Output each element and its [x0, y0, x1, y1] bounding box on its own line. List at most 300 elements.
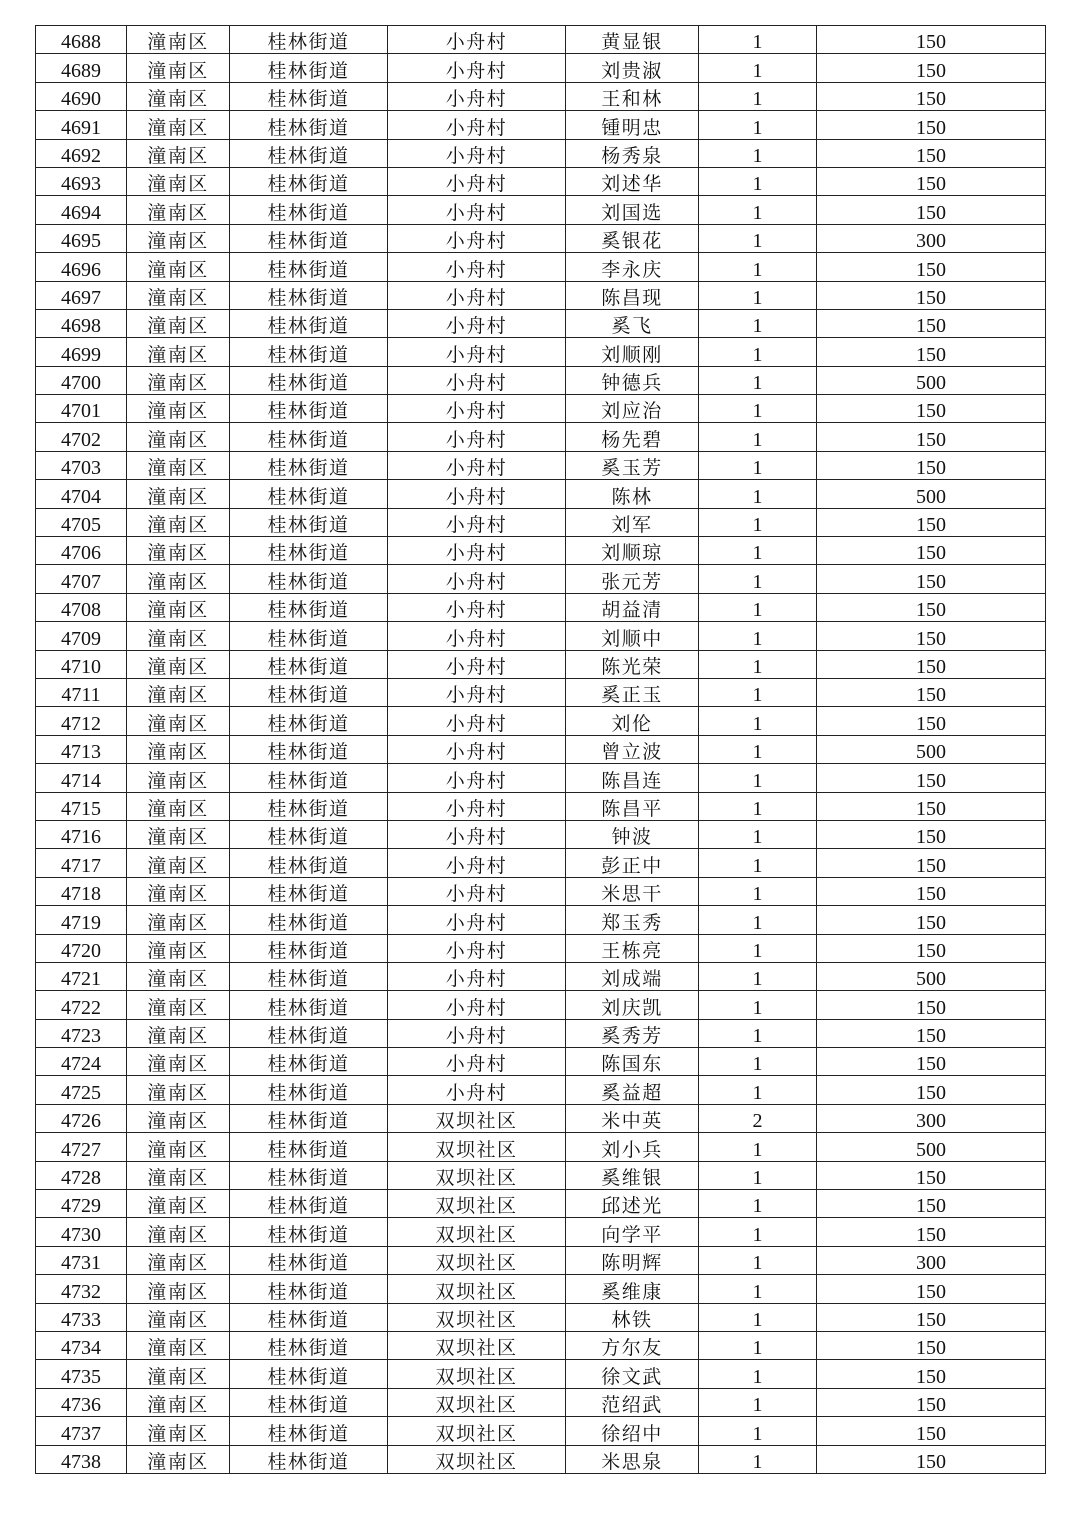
- name-cell: 钟波: [566, 820, 699, 848]
- name-cell: 刘伦: [566, 707, 699, 735]
- district-cell: 潼南区: [127, 650, 230, 678]
- name-cell: 王和林: [566, 82, 699, 110]
- name-cell: 刘顺刚: [566, 338, 699, 366]
- village-cell: 小舟村: [388, 565, 566, 593]
- district-cell: 潼南区: [127, 82, 230, 110]
- name-cell: 胡益清: [566, 593, 699, 621]
- district-cell: 潼南区: [127, 1360, 230, 1388]
- row-number-cell: 4698: [36, 309, 127, 337]
- amount-cell: 150: [817, 1161, 1046, 1189]
- amount-cell: 150: [817, 1275, 1046, 1303]
- district-cell: 潼南区: [127, 678, 230, 706]
- table-row: [36, 451, 1046, 479]
- table-row: [36, 934, 1046, 962]
- village-cell: 小舟村: [388, 849, 566, 877]
- row-number-cell: 4723: [36, 1019, 127, 1047]
- amount-cell: 150: [817, 1076, 1046, 1104]
- amount-cell: 150: [817, 82, 1046, 110]
- name-cell: 陈昌现: [566, 281, 699, 309]
- count-cell: 1: [699, 1218, 817, 1246]
- table-row: [36, 1104, 1046, 1132]
- count-cell: 1: [699, 139, 817, 167]
- name-cell: 米思干: [566, 877, 699, 905]
- count-cell: 1: [699, 423, 817, 451]
- name-cell: 邱述光: [566, 1190, 699, 1218]
- row-number-cell: 4733: [36, 1303, 127, 1331]
- count-cell: 1: [699, 1190, 817, 1218]
- row-number-cell: 4690: [36, 82, 127, 110]
- count-cell: 1: [699, 1076, 817, 1104]
- table-row: [36, 196, 1046, 224]
- amount-cell: 150: [817, 820, 1046, 848]
- count-cell: 1: [699, 26, 817, 54]
- district-cell: 潼南区: [127, 849, 230, 877]
- count-cell: 1: [699, 537, 817, 565]
- street-cell: 桂林街道: [230, 962, 388, 990]
- street-cell: 桂林街道: [230, 1218, 388, 1246]
- amount-cell: 500: [817, 1133, 1046, 1161]
- district-cell: 潼南区: [127, 1445, 230, 1473]
- count-cell: 1: [699, 366, 817, 394]
- village-cell: 小舟村: [388, 309, 566, 337]
- street-cell: 桂林街道: [230, 480, 388, 508]
- table-row: [36, 764, 1046, 792]
- name-cell: 刘国选: [566, 196, 699, 224]
- row-number-cell: 4708: [36, 593, 127, 621]
- district-cell: 潼南区: [127, 281, 230, 309]
- amount-cell: 150: [817, 1360, 1046, 1388]
- village-cell: 小舟村: [388, 537, 566, 565]
- table-row: [36, 991, 1046, 1019]
- village-cell: 双坝社区: [388, 1246, 566, 1274]
- street-cell: 桂林街道: [230, 678, 388, 706]
- street-cell: 桂林街道: [230, 167, 388, 195]
- table-row: [36, 1388, 1046, 1416]
- count-cell: 1: [699, 650, 817, 678]
- village-cell: 小舟村: [388, 281, 566, 309]
- name-cell: 徐文武: [566, 1360, 699, 1388]
- table-row: [36, 735, 1046, 763]
- amount-cell: 500: [817, 735, 1046, 763]
- row-number-cell: 4704: [36, 480, 127, 508]
- district-cell: 潼南区: [127, 451, 230, 479]
- amount-cell: 150: [817, 934, 1046, 962]
- village-cell: 小舟村: [388, 508, 566, 536]
- district-cell: 潼南区: [127, 196, 230, 224]
- village-cell: 小舟村: [388, 451, 566, 479]
- street-cell: 桂林街道: [230, 991, 388, 1019]
- village-cell: 小舟村: [388, 622, 566, 650]
- district-cell: 潼南区: [127, 167, 230, 195]
- district-cell: 潼南区: [127, 224, 230, 252]
- amount-cell: 150: [817, 167, 1046, 195]
- table-row: [36, 962, 1046, 990]
- table-row: [36, 820, 1046, 848]
- street-cell: 桂林街道: [230, 1076, 388, 1104]
- amount-cell: 150: [817, 593, 1046, 621]
- village-cell: 小舟村: [388, 111, 566, 139]
- table-row: [36, 1218, 1046, 1246]
- village-cell: 双坝社区: [388, 1388, 566, 1416]
- name-cell: 陈昌平: [566, 792, 699, 820]
- name-cell: 林铁: [566, 1303, 699, 1331]
- count-cell: 1: [699, 508, 817, 536]
- row-number-cell: 4724: [36, 1048, 127, 1076]
- count-cell: 1: [699, 1019, 817, 1047]
- row-number-cell: 4700: [36, 366, 127, 394]
- row-number-cell: 4731: [36, 1246, 127, 1274]
- district-cell: 潼南区: [127, 764, 230, 792]
- street-cell: 桂林街道: [230, 338, 388, 366]
- street-cell: 桂林街道: [230, 1161, 388, 1189]
- name-cell: 陈昌连: [566, 764, 699, 792]
- amount-cell: 150: [817, 849, 1046, 877]
- amount-cell: 150: [817, 1388, 1046, 1416]
- village-cell: 小舟村: [388, 934, 566, 962]
- street-cell: 桂林街道: [230, 1133, 388, 1161]
- name-cell: 米中英: [566, 1104, 699, 1132]
- row-number-cell: 4712: [36, 707, 127, 735]
- count-cell: 1: [699, 451, 817, 479]
- village-cell: 小舟村: [388, 366, 566, 394]
- street-cell: 桂林街道: [230, 423, 388, 451]
- district-cell: 潼南区: [127, 934, 230, 962]
- street-cell: 桂林街道: [230, 820, 388, 848]
- name-cell: 彭正中: [566, 849, 699, 877]
- village-cell: 小舟村: [388, 820, 566, 848]
- district-cell: 潼南区: [127, 1275, 230, 1303]
- table-row: [36, 309, 1046, 337]
- village-cell: 小舟村: [388, 593, 566, 621]
- table-row: [36, 366, 1046, 394]
- row-number-cell: 4702: [36, 423, 127, 451]
- street-cell: 桂林街道: [230, 1331, 388, 1359]
- count-cell: 1: [699, 707, 817, 735]
- row-number-cell: 4707: [36, 565, 127, 593]
- district-cell: 潼南区: [127, 111, 230, 139]
- village-cell: 双坝社区: [388, 1360, 566, 1388]
- name-cell: 刘述华: [566, 167, 699, 195]
- village-cell: 小舟村: [388, 991, 566, 1019]
- table-row: [36, 253, 1046, 281]
- village-cell: 小舟村: [388, 167, 566, 195]
- table-row: [36, 54, 1046, 82]
- table-row: [36, 1331, 1046, 1359]
- amount-cell: 300: [817, 1246, 1046, 1274]
- district-cell: 潼南区: [127, 54, 230, 82]
- street-cell: 桂林街道: [230, 451, 388, 479]
- district-cell: 潼南区: [127, 1133, 230, 1161]
- district-cell: 潼南区: [127, 309, 230, 337]
- district-cell: 潼南区: [127, 1417, 230, 1445]
- district-cell: 潼南区: [127, 480, 230, 508]
- amount-cell: 150: [817, 54, 1046, 82]
- amount-cell: 150: [817, 622, 1046, 650]
- amount-cell: 150: [817, 196, 1046, 224]
- table-row: [36, 1048, 1046, 1076]
- district-cell: 潼南区: [127, 1161, 230, 1189]
- street-cell: 桂林街道: [230, 1048, 388, 1076]
- village-cell: 小舟村: [388, 1048, 566, 1076]
- street-cell: 桂林街道: [230, 395, 388, 423]
- street-cell: 桂林街道: [230, 849, 388, 877]
- table-row: [36, 1076, 1046, 1104]
- amount-cell: 150: [817, 1417, 1046, 1445]
- village-cell: 小舟村: [388, 678, 566, 706]
- village-cell: 双坝社区: [388, 1303, 566, 1331]
- street-cell: 桂林街道: [230, 26, 388, 54]
- count-cell: 1: [699, 1388, 817, 1416]
- district-cell: 潼南区: [127, 565, 230, 593]
- amount-cell: 150: [817, 565, 1046, 593]
- count-cell: 1: [699, 1275, 817, 1303]
- row-number-cell: 4697: [36, 281, 127, 309]
- name-cell: 刘小兵: [566, 1133, 699, 1161]
- street-cell: 桂林街道: [230, 764, 388, 792]
- amount-cell: 150: [817, 395, 1046, 423]
- name-cell: 刘顺中: [566, 622, 699, 650]
- district-cell: 潼南区: [127, 1331, 230, 1359]
- district-cell: 潼南区: [127, 1218, 230, 1246]
- street-cell: 桂林街道: [230, 1445, 388, 1473]
- count-cell: 1: [699, 167, 817, 195]
- table-row: [36, 26, 1046, 54]
- district-cell: 潼南区: [127, 820, 230, 848]
- district-cell: 潼南区: [127, 253, 230, 281]
- row-number-cell: 4725: [36, 1076, 127, 1104]
- amount-cell: 150: [817, 707, 1046, 735]
- amount-cell: 150: [817, 338, 1046, 366]
- street-cell: 桂林街道: [230, 111, 388, 139]
- count-cell: 1: [699, 820, 817, 848]
- village-cell: 小舟村: [388, 82, 566, 110]
- village-cell: 双坝社区: [388, 1417, 566, 1445]
- name-cell: 刘庆凯: [566, 991, 699, 1019]
- table-row: [36, 338, 1046, 366]
- row-number-cell: 4730: [36, 1218, 127, 1246]
- street-cell: 桂林街道: [230, 593, 388, 621]
- district-cell: 潼南区: [127, 537, 230, 565]
- district-cell: 潼南区: [127, 395, 230, 423]
- village-cell: 小舟村: [388, 395, 566, 423]
- count-cell: 1: [699, 309, 817, 337]
- name-cell: 刘顺琼: [566, 537, 699, 565]
- row-number-cell: 4696: [36, 253, 127, 281]
- name-cell: 曾立波: [566, 735, 699, 763]
- street-cell: 桂林街道: [230, 309, 388, 337]
- table-row: [36, 565, 1046, 593]
- table-row: [36, 395, 1046, 423]
- village-cell: 小舟村: [388, 253, 566, 281]
- street-cell: 桂林街道: [230, 707, 388, 735]
- village-cell: 双坝社区: [388, 1331, 566, 1359]
- table-row: [36, 1417, 1046, 1445]
- table-row: [36, 849, 1046, 877]
- village-cell: 双坝社区: [388, 1133, 566, 1161]
- row-number-cell: 4693: [36, 167, 127, 195]
- district-cell: 潼南区: [127, 1104, 230, 1132]
- name-cell: 杨秀泉: [566, 139, 699, 167]
- district-cell: 潼南区: [127, 1303, 230, 1331]
- table-row: [36, 508, 1046, 536]
- table-row: [36, 1019, 1046, 1047]
- table-row: [36, 593, 1046, 621]
- count-cell: 1: [699, 1303, 817, 1331]
- count-cell: 1: [699, 735, 817, 763]
- table-row: [36, 1190, 1046, 1218]
- name-cell: 奚正玉: [566, 678, 699, 706]
- street-cell: 桂林街道: [230, 792, 388, 820]
- table-row: [36, 281, 1046, 309]
- count-cell: 1: [699, 678, 817, 706]
- table-row: [36, 423, 1046, 451]
- row-number-cell: 4722: [36, 991, 127, 1019]
- row-number-cell: 4737: [36, 1417, 127, 1445]
- name-cell: 王栋亮: [566, 934, 699, 962]
- row-number-cell: 4701: [36, 395, 127, 423]
- district-cell: 潼南区: [127, 906, 230, 934]
- amount-cell: 500: [817, 962, 1046, 990]
- count-cell: 1: [699, 338, 817, 366]
- row-number-cell: 4738: [36, 1445, 127, 1473]
- village-cell: 双坝社区: [388, 1190, 566, 1218]
- amount-cell: 150: [817, 906, 1046, 934]
- amount-cell: 150: [817, 1303, 1046, 1331]
- district-cell: 潼南区: [127, 338, 230, 366]
- street-cell: 桂林街道: [230, 281, 388, 309]
- street-cell: 桂林街道: [230, 1388, 388, 1416]
- district-cell: 潼南区: [127, 139, 230, 167]
- row-number-cell: 4718: [36, 877, 127, 905]
- amount-cell: 150: [817, 508, 1046, 536]
- count-cell: 1: [699, 224, 817, 252]
- village-cell: 双坝社区: [388, 1104, 566, 1132]
- street-cell: 桂林街道: [230, 934, 388, 962]
- row-number-cell: 4692: [36, 139, 127, 167]
- row-number-cell: 4694: [36, 196, 127, 224]
- street-cell: 桂林街道: [230, 1246, 388, 1274]
- district-cell: 潼南区: [127, 508, 230, 536]
- village-cell: 双坝社区: [388, 1218, 566, 1246]
- district-cell: 潼南区: [127, 1388, 230, 1416]
- village-cell: 小舟村: [388, 1076, 566, 1104]
- table-row: [36, 1246, 1046, 1274]
- street-cell: 桂林街道: [230, 735, 388, 763]
- amount-cell: 150: [817, 650, 1046, 678]
- amount-cell: 150: [817, 1190, 1046, 1218]
- street-cell: 桂林街道: [230, 622, 388, 650]
- district-cell: 潼南区: [127, 735, 230, 763]
- name-cell: 刘成端: [566, 962, 699, 990]
- amount-cell: 150: [817, 253, 1046, 281]
- name-cell: 奚飞: [566, 309, 699, 337]
- row-number-cell: 4709: [36, 622, 127, 650]
- village-cell: 小舟村: [388, 707, 566, 735]
- name-cell: 陈国东: [566, 1048, 699, 1076]
- count-cell: 1: [699, 906, 817, 934]
- name-cell: 刘贵淑: [566, 54, 699, 82]
- row-number-cell: 4691: [36, 111, 127, 139]
- street-cell: 桂林街道: [230, 877, 388, 905]
- count-cell: 1: [699, 1417, 817, 1445]
- amount-cell: 150: [817, 309, 1046, 337]
- name-cell: 徐绍中: [566, 1417, 699, 1445]
- name-cell: 锺明忠: [566, 111, 699, 139]
- row-number-cell: 4729: [36, 1190, 127, 1218]
- district-cell: 潼南区: [127, 1076, 230, 1104]
- count-cell: 1: [699, 849, 817, 877]
- table-row: [36, 1161, 1046, 1189]
- district-cell: 潼南区: [127, 877, 230, 905]
- street-cell: 桂林街道: [230, 1303, 388, 1331]
- village-cell: 小舟村: [388, 26, 566, 54]
- name-cell: 杨先碧: [566, 423, 699, 451]
- count-cell: 1: [699, 593, 817, 621]
- row-number-cell: 4714: [36, 764, 127, 792]
- table-row: [36, 1275, 1046, 1303]
- table-row: [36, 792, 1046, 820]
- amount-cell: 150: [817, 281, 1046, 309]
- row-number-cell: 4734: [36, 1331, 127, 1359]
- count-cell: 1: [699, 1445, 817, 1473]
- name-cell: 奚益超: [566, 1076, 699, 1104]
- row-number-cell: 4726: [36, 1104, 127, 1132]
- row-number-cell: 4736: [36, 1388, 127, 1416]
- row-number-cell: 4716: [36, 820, 127, 848]
- street-cell: 桂林街道: [230, 650, 388, 678]
- row-number-cell: 4711: [36, 678, 127, 706]
- row-number-cell: 4705: [36, 508, 127, 536]
- amount-cell: 150: [817, 139, 1046, 167]
- count-cell: 1: [699, 934, 817, 962]
- name-cell: 米思泉: [566, 1445, 699, 1473]
- village-cell: 双坝社区: [388, 1275, 566, 1303]
- row-number-cell: 4688: [36, 26, 127, 54]
- count-cell: 1: [699, 82, 817, 110]
- street-cell: 桂林街道: [230, 139, 388, 167]
- district-cell: 潼南区: [127, 622, 230, 650]
- amount-cell: 150: [817, 1048, 1046, 1076]
- table-body: [36, 26, 1046, 1474]
- name-cell: 陈光荣: [566, 650, 699, 678]
- district-cell: 潼南区: [127, 366, 230, 394]
- count-cell: 1: [699, 1331, 817, 1359]
- amount-cell: 150: [817, 537, 1046, 565]
- name-cell: 钟德兵: [566, 366, 699, 394]
- village-cell: 小舟村: [388, 139, 566, 167]
- row-number-cell: 4727: [36, 1133, 127, 1161]
- count-cell: 1: [699, 1161, 817, 1189]
- row-number-cell: 4728: [36, 1161, 127, 1189]
- row-number-cell: 4699: [36, 338, 127, 366]
- table-row: [36, 224, 1046, 252]
- amount-cell: 150: [817, 678, 1046, 706]
- name-cell: 刘军: [566, 508, 699, 536]
- amount-cell: 150: [817, 1218, 1046, 1246]
- village-cell: 双坝社区: [388, 1445, 566, 1473]
- row-number-cell: 4695: [36, 224, 127, 252]
- table-row: [36, 111, 1046, 139]
- table-row: [36, 82, 1046, 110]
- street-cell: 桂林街道: [230, 1104, 388, 1132]
- count-cell: 1: [699, 253, 817, 281]
- district-cell: 潼南区: [127, 26, 230, 54]
- district-cell: 潼南区: [127, 1246, 230, 1274]
- street-cell: 桂林街道: [230, 196, 388, 224]
- row-number-cell: 4689: [36, 54, 127, 82]
- count-cell: 1: [699, 1133, 817, 1161]
- count-cell: 1: [699, 565, 817, 593]
